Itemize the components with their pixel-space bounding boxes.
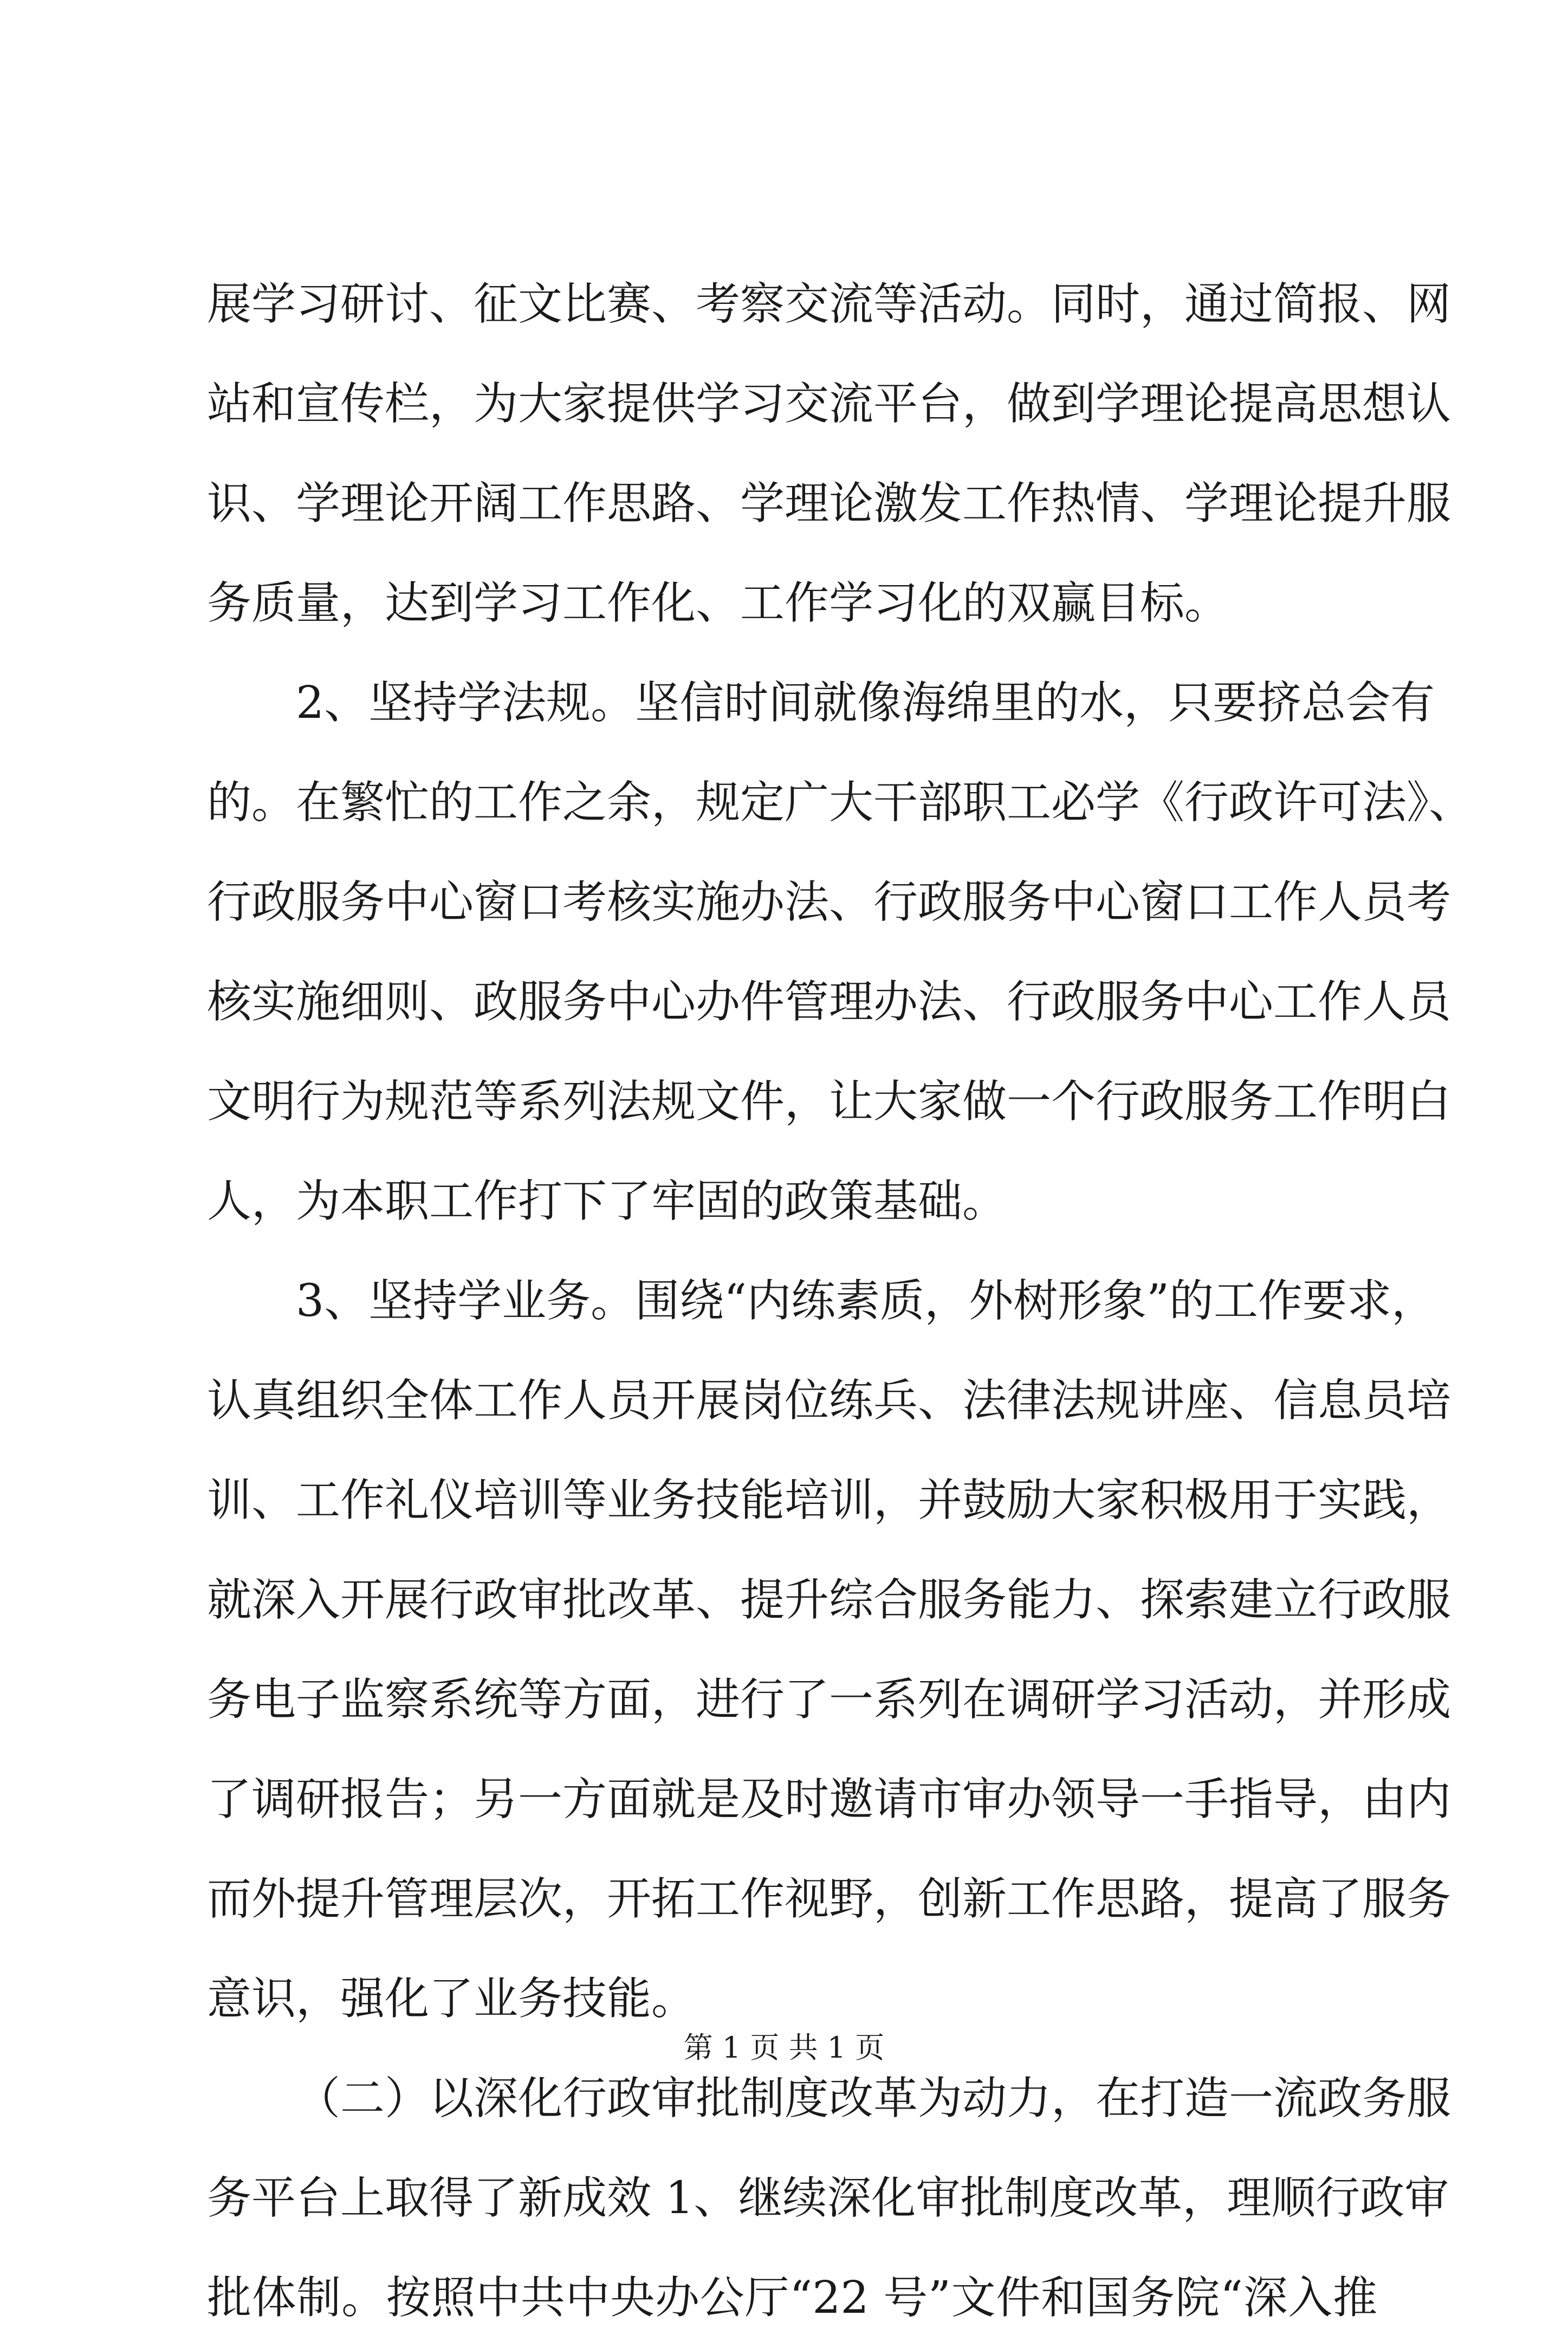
- text-line: 训、工作礼仪培训等业务技能培训，并鼓励大家积极用于实践，: [207, 1475, 1452, 1526]
- text-line: 认真组织全体工作人员开展岗位练兵、法律法规讲座、信息员培: [207, 1375, 1452, 1426]
- text-line: 行政服务中心窗口考核实施办法、行政服务中心窗口工作人员考: [207, 877, 1452, 928]
- text-line: 的。在繁忙的工作之余，规定广大干部职工必学《行政许可法》、: [207, 777, 1474, 828]
- text-line: 务平台上取得了新成效 1、继续深化审批制度改革，理顺行政审: [207, 2172, 1449, 2224]
- text-line: 核实施细则、政服务中心办件管理办法、行政服务中心工作人员: [207, 976, 1452, 1028]
- text-line: 批体制。按照中共中央办公厅“22 号”文件和国务院“深入推: [207, 2272, 1377, 2324]
- text-line: 了调研报告；另一方面就是及时邀请市审办领导一手指导，由内: [207, 1774, 1452, 1825]
- text-line: 务电子监察系统等方面，进行了一系列在调研学习活动，并形成: [207, 1674, 1452, 1726]
- text-line: 就深入开展行政审批改革、提升综合服务能力、探索建立行政服: [207, 1574, 1452, 1626]
- text-line: （二）以深化行政审批制度改革为动力，在打造一流政务服: [296, 2073, 1452, 2124]
- text-line: 2、坚持学法规。坚信时间就像海绵里的水，只要挤总会有: [296, 677, 1435, 729]
- text-line: 3、坚持学业务。围绕“内练素质，外树形象”的工作要求，: [296, 1275, 1436, 1327]
- text-line: 识、学理论开阔工作思路、学理论激发工作热情、学理论提升服: [207, 478, 1452, 529]
- text-line: 务质量，达到学习工作化、工作学习化的双赢目标。: [207, 578, 1229, 629]
- text-line: 意识，强化了业务技能。: [207, 1973, 696, 2025]
- text-line: 而外提升管理层次，开拓工作视野，创新工作思路，提高了服务: [207, 1873, 1452, 1925]
- text-line: 站和宣传栏，为大家提供学习交流平台，做到学理论提高思想认: [207, 378, 1452, 430]
- page-footer: 第 1 页 共 1 页: [683, 2031, 885, 2065]
- text-line: 文明行为规范等系列法规文件，让大家做一个行政服务工作明白: [207, 1076, 1452, 1127]
- text-line: 人，为本职工作打下了牢固的政策基础。: [207, 1176, 1007, 1227]
- text-line: 展学习研讨、征文比赛、考察交流等活动。同时，通过简报、网: [207, 278, 1452, 330]
